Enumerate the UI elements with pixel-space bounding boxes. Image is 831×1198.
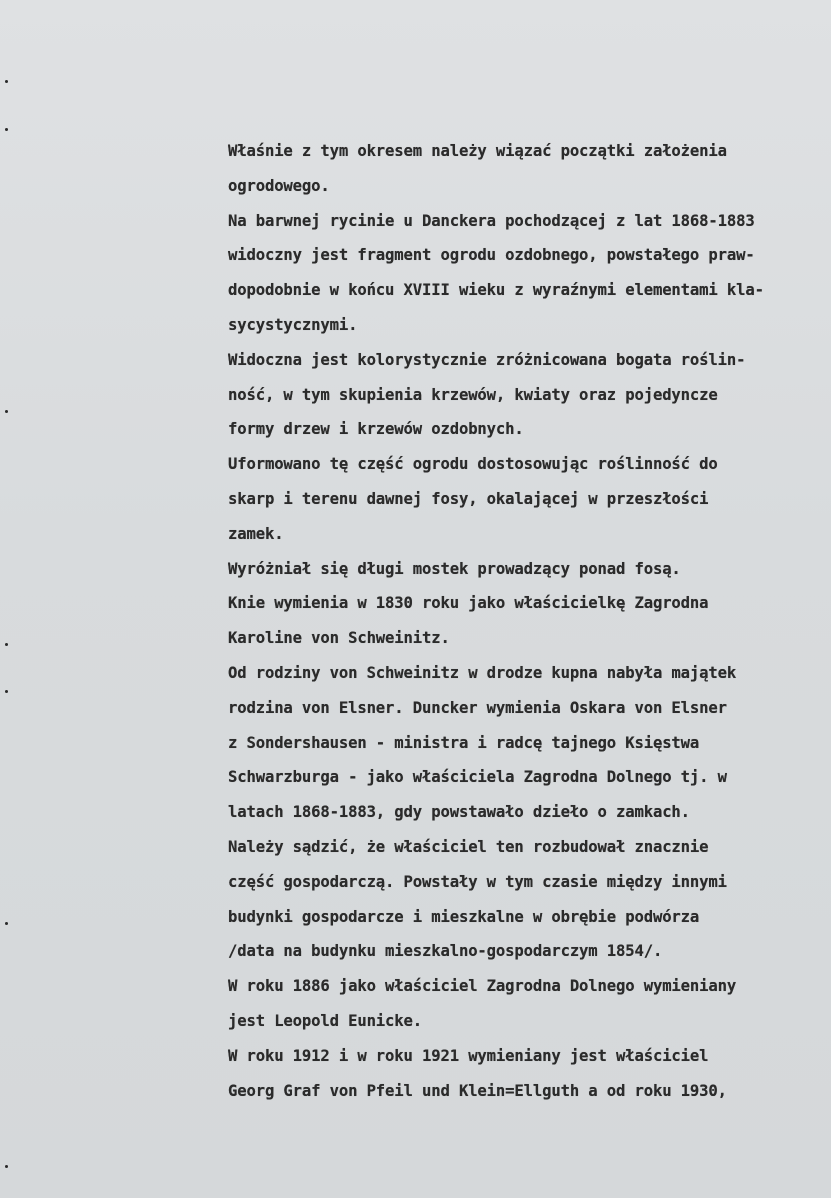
text-line: skarp i terenu dawnej fosy, okalającej w przeszłości [228,489,709,508]
text-line: widoczny jest fragment ogrodu ozdobnego, powstałego praw- [228,246,755,265]
text-line: W roku 1912 i w roku 1921 wymieniany jest właściciel [228,1046,709,1065]
text-line: Georg Graf von Pfeil und Klein=Ellguth a od roku 1930, [228,1081,727,1100]
typed-text-body [228,134,826,1108]
margin-mark [5,690,8,693]
text-line: Od rodziny von Schweinitz w drodze kupna nabyła majątek [228,663,737,682]
text-line: Uformowano tę część ogrodu dostosowując roślinność do [228,455,718,474]
text-line: /data na budynku mieszkalno-gospodarczym 1854/. [228,942,663,961]
text-line: Właśnie z tym okresem należy wiązać początki założenia [228,142,727,160]
text-line: zamek. [228,524,284,543]
text-line: Należy sądzić, że właściciel ten rozbudował znacznie [228,837,709,856]
text-line: jest Leopold Eunicke. [228,1011,423,1030]
text-line: Karoline von Schweinitz. [228,629,450,648]
margin-mark [5,1165,8,1168]
text-line: Knie wymienia w 1830 roku jako właścicielkę Zagrodna [228,594,709,613]
text-line: latach 1868-1883, gdy powstawało dzieło o zamkach. [228,803,690,822]
text-line: sycystycznymi. [228,315,358,334]
text-line: formy drzew i krzewów ozdobnych. [228,420,524,439]
text-line: część gospodarczą. Powstały w tym czasie między innymi [228,872,727,891]
text-line: Na barwnej rycinie u Danckera pochodzącej z lat 1868-1883 [228,211,755,230]
text-line: Schwarzburga - jako właściciela Zagrodna Dolnego tj. w [228,768,727,787]
text-line: ogrodowego. [228,176,330,195]
margin-mark [5,80,8,83]
text-line: ność, w tym skupienia krzewów, kwiaty oraz pojedyncze [228,385,718,404]
text-line: Widoczna jest kolorystycznie zróżnicowana bogata roślin- [228,350,746,369]
text-line: budynki gospodarcze i mieszkalne w obrębie podwórza [228,907,700,926]
text-line: dopodobnie w końcu XVIII wieku z wyraźnymi elementami kla- [228,281,764,300]
margin-mark [5,410,8,413]
text-line: rodzina von Elsner. Duncker wymienia Oskara von Elsner [228,698,727,717]
margin-mark [5,643,8,646]
text-line: W roku 1886 jako właściciel Zagrodna Dolnego wymieniany [228,977,737,996]
margin-mark [5,128,8,131]
text-line: z Sondershausen - ministra i radcę tajnego Księstwa [228,733,700,752]
margin-mark [5,922,8,925]
text-line: Wyróżniał się długi mostek prowadzący ponad fosą. [228,559,681,578]
